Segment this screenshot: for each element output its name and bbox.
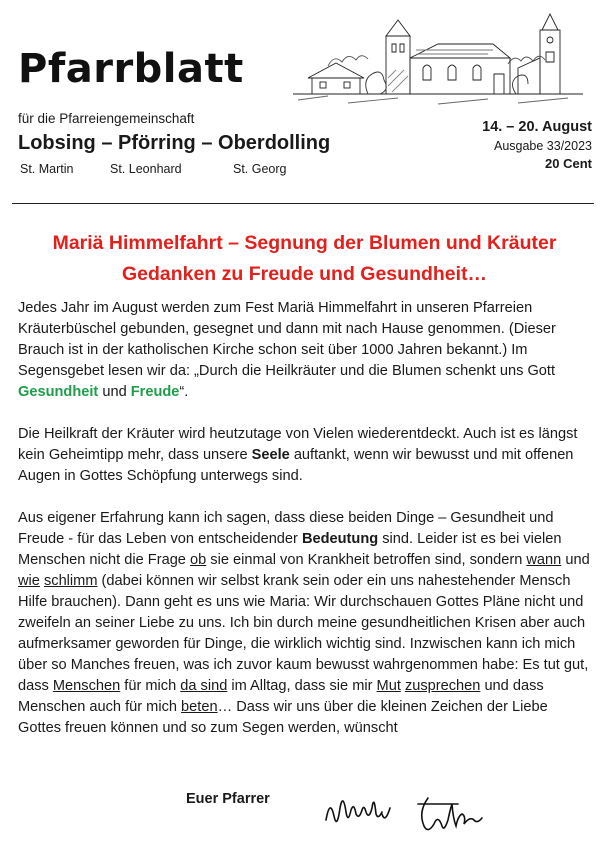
issue-info (482, 119, 592, 171)
paragraph-1: Jedes Jahr im August werden zum Fest Mariä Himmelfahrt in unseren Pfarreien Kräuterbüschel gebunden, gesegnet und dann mit nach Hause genommen. (Dieser Brauch ist in der katholischen Kirche schon seit über 1000 Jahren bekannt.) Im Segensgebet lesen wir da: „Durch die Heilkräuter und die Blumen schenkt uns Gott Gesundheit und Freude“. (18, 300, 556, 400)
handwritten-signature (322, 790, 497, 838)
issue-dates: 14. – 20. August (482, 119, 592, 135)
issue-price: 20 Cent (545, 156, 592, 171)
church-sketch-illustration (288, 8, 588, 108)
saint-martin: St. Martin (20, 162, 74, 176)
header-divider (12, 203, 594, 204)
saint-leonhard: St. Leonhard (110, 162, 182, 176)
emphasis-bedeutung: Bedeutung (301, 531, 379, 547)
signoff: Euer Pfarrer (186, 791, 270, 807)
emphasis-seele: Seele (251, 447, 290, 463)
article-headline: Mariä Himmelfahrt – Segnung der Blumen und Kräuter (52, 232, 557, 254)
paragraph-3: Aus eigener Erfahrung kann ich sagen, dass diese beiden Dinge – Gesundheit und Freude - für das Leben von entscheidender Bedeutung sind. Leider ist es bei vielen Menschen nicht die Frage ob sie einmal von Krankheit betroffen sind, sondern wann und wie schlimm (dabei können wir selbst krank sein oder ein uns nahestehender Mensch Hilfe brauchen). Dann geht es uns wie Maria: Wir durchschauen Gottes Pläne nicht und zweifeln an seiner Liebe zu uns. Ich bin durch meine gesundheitlichen Krisen aber auch aufmerksamer geworden für Dinge, die wirklich wichtig sind. Inzwischen kann ich mich über so Manches freuen, was ich zuvor kaum bewusst wahrgenommen habe: Es tut gut, dass Menschen für mich da sind im Alltag, dass sie mir Mut zusprechen und dass Menschen auch für mich beten… Dass wir uns über die kleinen Zeichen der Liebe Gottes freuen können und so zum Segen werden, wünscht (18, 510, 590, 736)
saint-georg: St. Georg (233, 162, 287, 176)
parish-names: Lobsing – Pförring – Oberdolling (18, 132, 331, 154)
highlight-freude: Freude (130, 384, 180, 400)
paragraph-2: Die Heilkraft der Kräuter wird heutzutage von Vielen wiederentdeckt. Auch ist es längst kein Geheimtipp mehr, dass unsere Seele auftankt, wenn wir bewusst und mit offenen Augen in Gottes Schöpfung unterwegs sind. (18, 426, 578, 484)
issue-number: Ausgabe 33/2023 (493, 139, 592, 153)
highlight-gesundheit: Gesundheit (18, 384, 99, 400)
article-subheadline: Gedanken zu Freude und Gesundheit… (121, 263, 488, 285)
article-body (18, 298, 590, 760)
masthead-subtitle: für die Pfarreiengemeinschaft (18, 111, 195, 126)
newsletter-title: Pfarrblatt (18, 46, 244, 92)
